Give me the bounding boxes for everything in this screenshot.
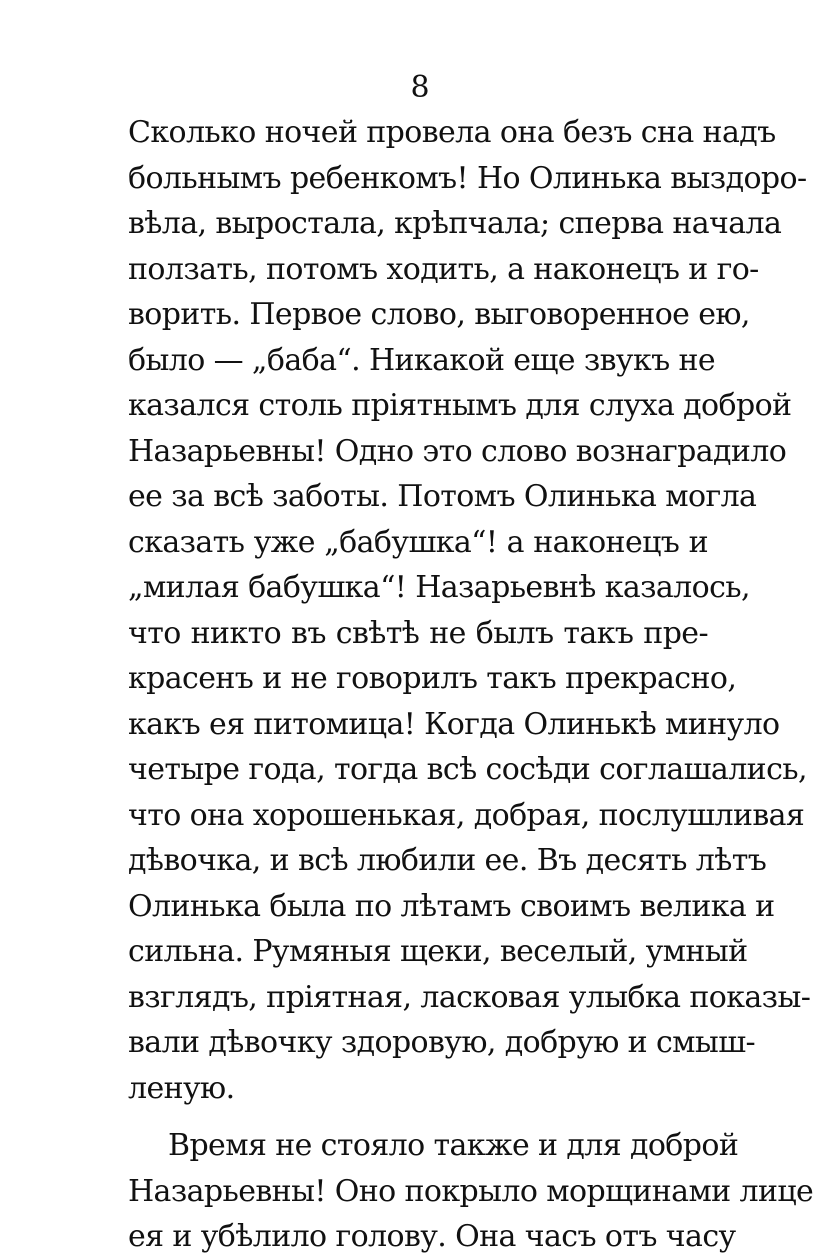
text-line: дѣвочка, и всѣ любили ее. Въ десять лѣтъ [128, 843, 767, 878]
paragraph-2 [128, 1123, 814, 1260]
text-line: вали дѣвочку здоровую, добрую и смыш- [128, 1025, 756, 1060]
text-line: казался столь пріятнымъ для слуха доброй [128, 388, 792, 423]
text-line: Назарьевны! Оно покрыло морщинами лице [128, 1173, 814, 1209]
text-line: ползать, потомъ ходить, а наконецъ и го- [128, 251, 759, 287]
text-line: что никто въ свѣтѣ не былъ такъ пре- [128, 615, 708, 651]
text-line: ея и убѣлило голову. Она часъ отъ часу [128, 1219, 736, 1254]
text-line: Время не стояло также и для доброй [168, 1128, 739, 1163]
text-line: было — „баба“. Никакой еще звукъ не [128, 342, 716, 378]
text-line: вѣла, выростала, крѣпчала; сперва начала [128, 206, 782, 241]
text-line: сильна. Румяныя щеки, веселый, умный [128, 934, 748, 969]
text-line: больнымъ ребенкомъ! Но Олинька выздоро- [128, 160, 807, 196]
text-line: четыре года, тогда всѣ сосѣди соглашались, [128, 752, 807, 787]
text-line: взглядъ, пріятная, ласковая улыбка показы- [128, 979, 811, 1015]
paragraph-1 [128, 110, 811, 1111]
page-number: 8 [410, 70, 430, 105]
body-text [128, 110, 814, 1260]
text-line: красенъ и не говорилъ такъ прекрасно, [128, 661, 737, 696]
text-line: сказать уже „бабушка“! а наконецъ и [128, 524, 708, 560]
text-line: леную. [128, 1070, 235, 1106]
text-line: ворить. Первое слово, выговоренное ею, [128, 297, 750, 332]
text-line: какъ ея питомица! Когда Олинькѣ минуло [128, 706, 780, 742]
text-line: „милая бабушка“! Назарьевнѣ казалось, [128, 570, 750, 605]
text-line: ее за всѣ заботы. Потомъ Олинька могла [128, 479, 757, 514]
text-line: Олинька была по лѣтамъ своимъ велика и [128, 888, 775, 924]
text-line: что она хорошенькая, добрая, послушливая [128, 797, 805, 833]
text-line: Сколько ночей провела она безъ сна надъ [128, 115, 776, 150]
text-line: Назарьевны! Одно это слово вознаградило [128, 433, 787, 469]
paragraph-gap [128, 1111, 708, 1123]
